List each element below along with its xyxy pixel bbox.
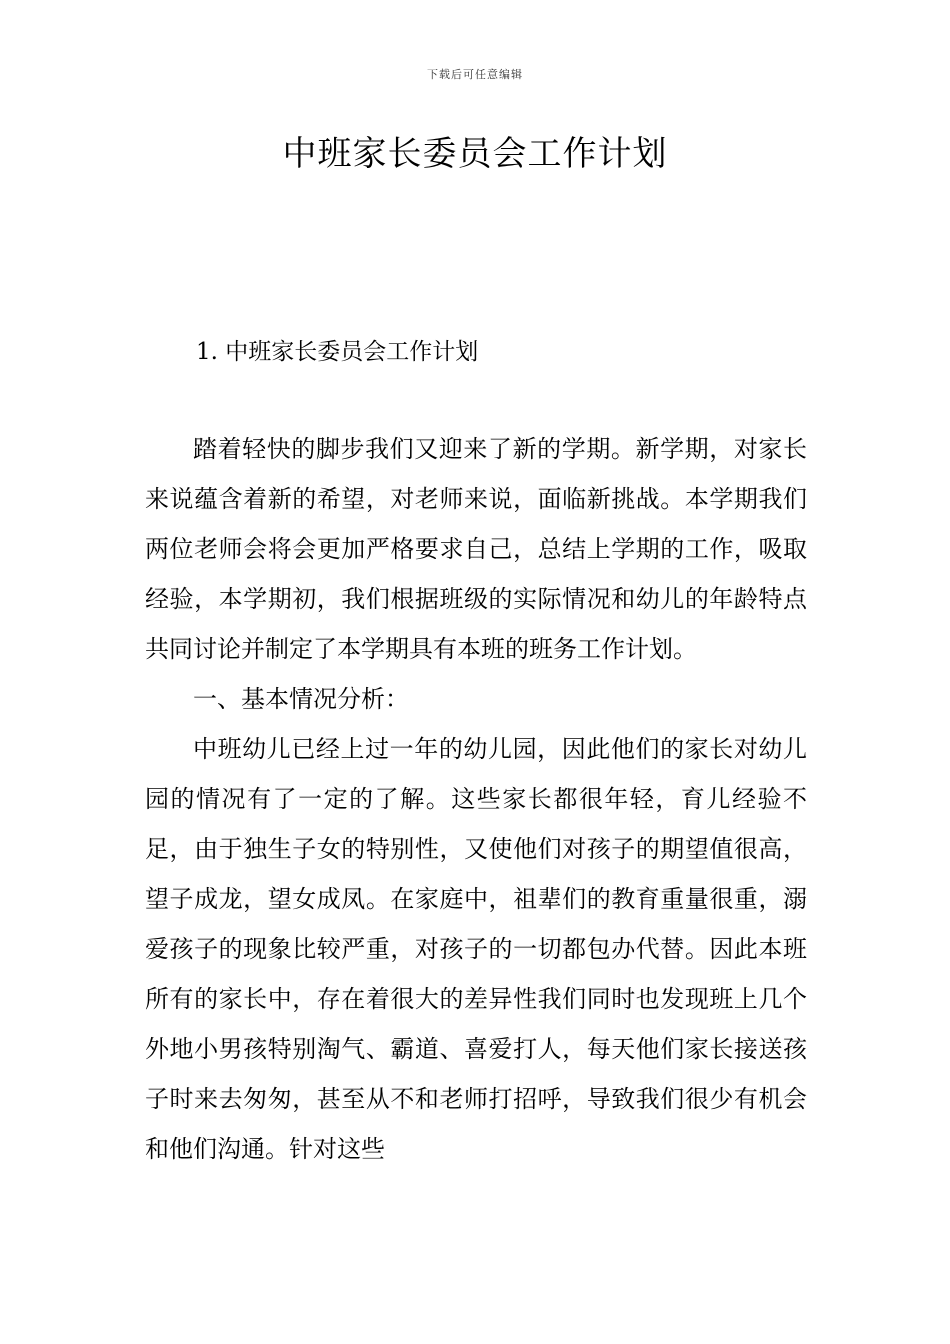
header-note: 下载后可任意编辑 — [427, 68, 523, 81]
body-text — [145, 424, 807, 1174]
document-title: 中班家长委员会工作计划 — [282, 134, 668, 174]
paragraph-intro: 踏着轻快的脚步我们又迎来了新的学期。新学期，对家长来说蕴含着新的希望，对老师来说，面临新挑战。本学期我们两位老师会将会更加严格要求自己，总结上学期的工作，吸取经验，本学期初，我们根据班级的实际情况和幼儿的年龄特点共同讨论并制定了本学期具有本班的班务工作计划。 — [145, 435, 807, 663]
paragraph-heading-basic-analysis: 一、基本情况分析： — [193, 685, 409, 713]
paragraph-analysis: 中班幼儿已经上过一年的幼儿园，因此他们的家长对幼儿园的情况有了一定的了解。这些家长都很年轻，育儿经验不足，由于独生子女的特别性，又使他们对孩子的期望值很高，望子成龙，望女成凤。在家庭中，祖辈们的教育重量很重，溺爱孩子的现象比较严重，对孩子的一切都包办代替。因此本班所有的家长中，存在着很大的差异性我们同时也发现班上几个外地小男孩特别淘气、霸道、喜爱打人，每天他们家长接送孩子时来去匆匆，甚至从不和老师打招呼，导致我们很少有机会和他们沟通。针对这些 — [145, 735, 807, 1163]
section-heading: 1. 中班家长委员会工作计划 — [196, 339, 479, 365]
